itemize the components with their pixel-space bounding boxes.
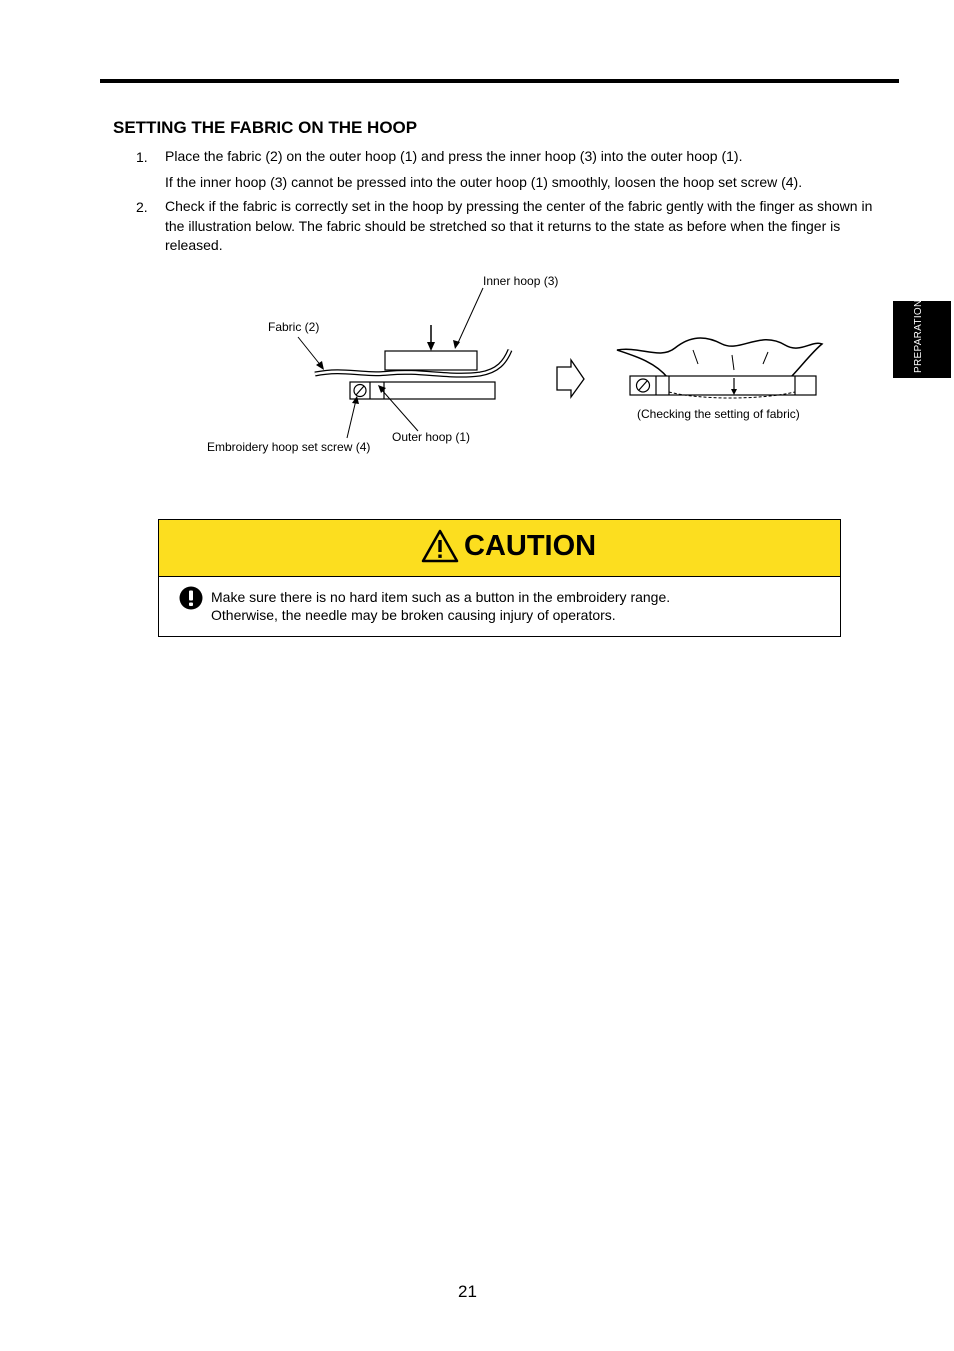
outer-hoop-shape	[350, 382, 495, 399]
caution-line-1: Make sure there is no hard item such as a button in the embroidery range.	[211, 589, 671, 605]
right-arrow-icon	[557, 360, 584, 397]
label-outer-hoop: Outer hoop (1)	[392, 430, 471, 444]
step-2-number: 2.	[136, 199, 148, 215]
inner-hoop-shape	[385, 351, 477, 370]
warning-triangle-icon	[421, 528, 459, 564]
side-tab-label: PREPARATION	[913, 299, 924, 373]
step-1-number: 1.	[136, 149, 148, 165]
step-1-note: If the inner hoop (3) cannot be pressed into the outer hoop (1) smoothly, loosen the hoop set screw (4).	[165, 174, 803, 190]
caution-message	[211, 588, 670, 624]
label-checking: (Checking the setting of fabric)	[637, 407, 800, 421]
label-set-screw: Embroidery hoop set screw (4)	[207, 440, 371, 454]
caution-title: CAUTION	[464, 530, 597, 562]
hoop-illustration	[0, 0, 954, 480]
caution-line-2: Otherwise, the needle may be broken causing injury of operators.	[211, 607, 616, 623]
caution-box	[158, 519, 841, 637]
checked-hoop-shape	[630, 376, 816, 395]
press-arrow-head	[427, 342, 435, 351]
checked-fabric-shape	[617, 338, 822, 378]
label-inner-hoop: Inner hoop (3)	[483, 274, 559, 288]
page-number: 21	[458, 1282, 477, 1301]
mandatory-exclamation-icon	[179, 586, 203, 610]
caution-header	[159, 520, 840, 577]
label-fabric: Fabric (2)	[268, 320, 320, 334]
step-1-text: Place the fabric (2) on the outer hoop (1) and press the inner hoop (3) into the outer hoop (1).	[165, 148, 743, 164]
step-2-text: Check if the fabric is correctly set in the hoop by pressing the center of the fabric gently with the finger as shown in the illustration below. The fabric should be stretched so that it returns to the state as before when the finger is released.	[165, 198, 873, 253]
section-title: SETTING THE FABRIC ON THE HOOP	[113, 118, 418, 137]
